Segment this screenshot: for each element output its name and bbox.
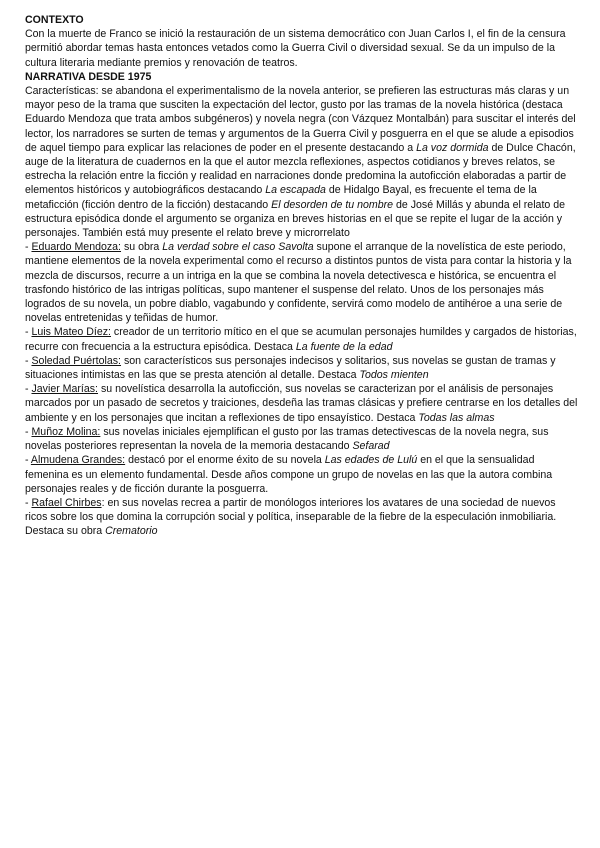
- author-text-cont: supone el arranque de la novelística de este periodo, mantiene elementos de la novela experimental como el recurso a distintos puntos de vista para contar la historia y la mezcla de discursos, recurre a un intriga en la que se combina la novela detectivesca e histórica, se encuentra el trasfondo histórico de las intrigas políticas, supo mantener el suspense del relato. Unos de los personajes más logrados de su novela, un pobre diablo, vagabundo y confidente, servirá como modelo de antihéroe a una serie de novelas entretenidas y teñidas de humor.: [25, 241, 572, 325]
- author-entry-chirbes: [25, 496, 580, 539]
- bullet-dash: -: [25, 425, 32, 438]
- contexto-paragraph: Con la muerte de Franco se inició la restauración de un sistema democrático con Juan Carlos I, el fin de la censura permitió abordar temas hasta entonces vetados como la Guerra Civil o diversidad sexual. Se da un impulso de la cultura literaria mediante premios y renovación de teatros.: [25, 28, 566, 69]
- author-name: Muñoz Molina:: [31, 425, 101, 438]
- author-text: son característicos sus personajes indecisos y solitarios, sus novelas se gustan de tramas y situaciones intimistas en las que se presta atención al detalle. Destaca: [25, 354, 556, 382]
- bullet-dash: -: [25, 354, 32, 367]
- author-entry-munoz-molina: [25, 425, 580, 453]
- document-page: [25, 13, 580, 539]
- author-text: sus novelas iniciales ejemplifican el gusto por las tramas detectivescas de la novela negra, sus novelas posteriores representan la novela de la memoria destacando: [25, 425, 549, 453]
- author-text: destacó por el enorme éxito de su novela: [125, 454, 325, 467]
- work-title: Todas las almas: [418, 411, 495, 424]
- author-entry-marias: [25, 382, 580, 425]
- narrativa-heading: NARRATIVA DESDE 1975: [25, 70, 152, 83]
- caracteristicas-paragraph: [25, 84, 580, 240]
- author-text-cont: en el que la sensualidad femenina es un elemento fundamental. Desde años compone un grupo de novelas en las que la autora combina personajes reales y de ficción durante la posguerra.: [25, 454, 553, 495]
- author-name: Javier Marías:: [31, 383, 99, 396]
- author-name: Soledad Puértolas:: [31, 354, 122, 367]
- caracteristicas-text-2: de Dulce Chacón, auge de la literatura de cuadernos en la que el autor mezcla reflexiones, aspectos cotidianos y breves relatos, se estrecha la relación entre la ficción y realidad en narraciones donde predomina la autoficción elaboradas a partir de elementos históricos y autobiográficos destacando: [25, 141, 576, 197]
- work-title: La verdad sobre el caso Savolta: [162, 241, 314, 254]
- work-title: Crematorio: [105, 525, 158, 538]
- work-title: Todos mienten: [359, 369, 429, 382]
- work-title: La fuente de la edad: [295, 340, 393, 353]
- author-name: Luis Mateo Díez:: [31, 326, 111, 339]
- author-text: su obra: [121, 241, 163, 254]
- author-entry-puertolas: [25, 354, 580, 382]
- work-title-la-voz-dormida: La voz dormida: [416, 141, 489, 154]
- bullet-dash: -: [25, 326, 32, 339]
- caracteristicas-text-4: de José Millás y abunda el relato de estructura episódica donde el argumento se organiza en breves historias en el que se repite el lugar de la acción y personajes. También está muy presente el relato breve y microrrelato: [25, 198, 566, 240]
- author-text: su novelística desarrolla la autoficción, sus novelas se caracterizan por el análisis de personajes marcados por un pasado de secretos y traiciones, desdeña las tramas clásicas y prefiere centrarse en los detalles del ambiente y en los personajes que incitan a reflexiones de tipo ensayístico. Destaca: [25, 383, 578, 424]
- caracteristicas-text-1: Características: se abandona el experimentalismo de la novela anterior, se prefieren las estructuras más claras y un mayor peso de la trama que susciten la expectación del lector, gusto por las tramas de la novela histórica (destaca Eduardo Mendoza que trata ambos subgéneros) y novela negra (con Vázquez Montalbán) para suscitar el interés del lector, los narradores se surten de temas y argumentos de la Guerra Civil y posguerra en el que se alude a episodios de aquel tiempo para explicar las relaciones de poder en el presente destacando a: [25, 85, 576, 154]
- author-entry-mendoza: [25, 240, 580, 325]
- bullet-dash: -: [25, 241, 32, 254]
- author-text: : en sus novelas recrea a partir de monólogos interiores los avatares de una sociedad de nuevos ricos sobre los que domina la corrupción social y política, inseparable de la fiebre de la especulación inmobiliaria. Destaca su obra: [25, 496, 557, 538]
- author-name: Eduardo Mendoza:: [31, 241, 122, 254]
- author-entry-mateo-diez: [25, 325, 580, 353]
- bullet-dash: -: [25, 383, 32, 396]
- author-name: Almudena Grandes:: [30, 454, 126, 467]
- contexto-heading: CONTEXTO: [25, 14, 84, 26]
- bullet-dash: -: [25, 496, 32, 509]
- author-text: creador de un territorio mítico en el que se acumulan personajes humildes y cargados de historias, recurre con frecuencia a la estructura episódica. Destaca: [25, 326, 577, 353]
- work-title: Sefarad: [352, 440, 390, 453]
- author-name: Rafael Chirbes: [31, 496, 102, 509]
- bullet-dash: -: [25, 454, 31, 467]
- author-entry-grandes: [25, 453, 580, 496]
- work-title: Las edades de Lulú: [324, 454, 418, 467]
- work-title-la-escapada: La escapada: [265, 184, 326, 197]
- caracteristicas-text-3: de Hidalgo Bayal, es frecuente el tema de la metaficción (ficción dentro de la ficción) destacando: [25, 184, 537, 211]
- work-title-el-desorden: El desorden de tu nombre: [271, 198, 394, 211]
